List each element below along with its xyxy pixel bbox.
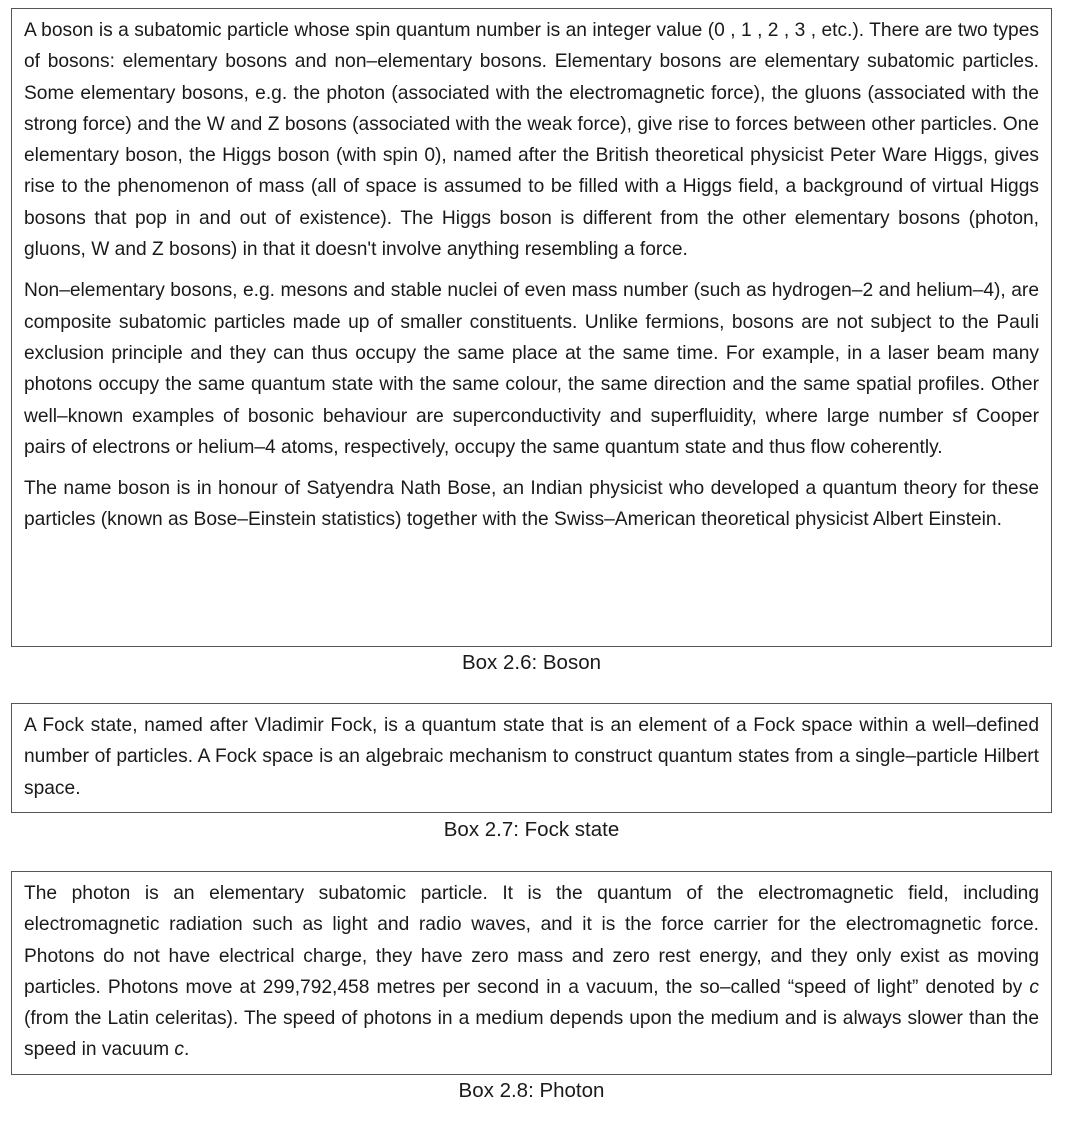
caption-box-2-8: Box 2.8: Photon <box>458 1079 605 1102</box>
caption-box-2-6: Box 2.6: Boson <box>461 651 602 674</box>
boson-paragraph-2: Non–elementary bosons, e.g. mesons and stable nuclei of even mass number (such as hydrogen–2 and helium–4), are composite subatomic particles made up of smaller constituents. Unlike fermions, bosons are not subject to the Pauli exclusion principle and they can thus occupy the same place at the same time. For example, in a laser beam many photons occupy the same quantum state with the same colour, the same direction and the same spatial profiles. Other well–known examples of bosonic behaviour are superconductivity and superfluidity, where large number sf Cooper pairs of electrons or helium–4 atoms, respectively, occupy the same quantum state and thus flow coherently. <box>24 280 1039 458</box>
speed-of-light-symbol-2: c <box>174 1039 184 1061</box>
fock-paragraph-1: A Fock state, named after Vladimir Fock, is a quantum state that is an element of a Fock space within a well–defined number of particles. A Fock space is an algebraic mechanism to construct quantum states from a single–particle Hilbert space. <box>24 715 1039 799</box>
box-fock-state <box>11 703 1052 813</box>
boson-paragraph-1: A boson is a subatomic particle whose spin quantum number is an integer value (0 , 1 , 2 , 3 , etc.). There are two types of bosons: elementary bosons and non–elementary bosons. Elementary bosons are elementary subatomic particles. Some elementary bosons, e.g. the photon (associated with the electromagnetic force), the gluons (associated with the strong force) and the W and Z bosons (associated with the weak force), give rise to forces between other particles. One elementary boson, the Higgs boson (with spin 0), named after the British theoretical physicist Peter Ware Higgs, gives rise to the phenomenon of mass (all of space is assumed to be filled with a Higgs field, a background of virtual Higgs bosons that pop in and out of existence). The Higgs boson is different from the other elementary bosons (photon, gluons, W and Z bosons) in that it doesn't involve anything resembling a force. <box>24 20 1039 261</box>
photon-text-part2: (from the Latin celeritas). The speed of photons in a medium depends upon the medium and is always slower than the speed in vacuum <box>24 1008 1039 1061</box>
caption-box-2-7: Box 2.7: Fock state <box>443 818 620 841</box>
photon-paragraph-1 <box>24 878 1039 1066</box>
box-photon <box>11 871 1052 1075</box>
photon-text-part1: The photon is an elementary subatomic particle. It is the quantum of the electromagnetic field, including electromagnetic radiation such as light and radio waves, and it is the force carrier for the electromagnetic force. Photons do not have electrical charge, they have zero mass and zero rest energy, and they only exist as moving particles. Photons move at 299,792,458 metres per second in a vacuum, the so–called “speed of light” denoted by <box>24 883 1039 998</box>
photon-text-part3: . <box>183 1039 190 1061</box>
speed-of-light-symbol: c <box>1029 976 1039 998</box>
boson-paragraph-3: The name boson is in honour of Satyendra Nath Bose, an Indian physicist who developed a quantum theory for these particles (known as Bose–Einstein statistics) together with the Swiss–American theoretical physicist Albert Einstein. <box>24 478 1039 531</box>
box-boson <box>11 8 1052 647</box>
